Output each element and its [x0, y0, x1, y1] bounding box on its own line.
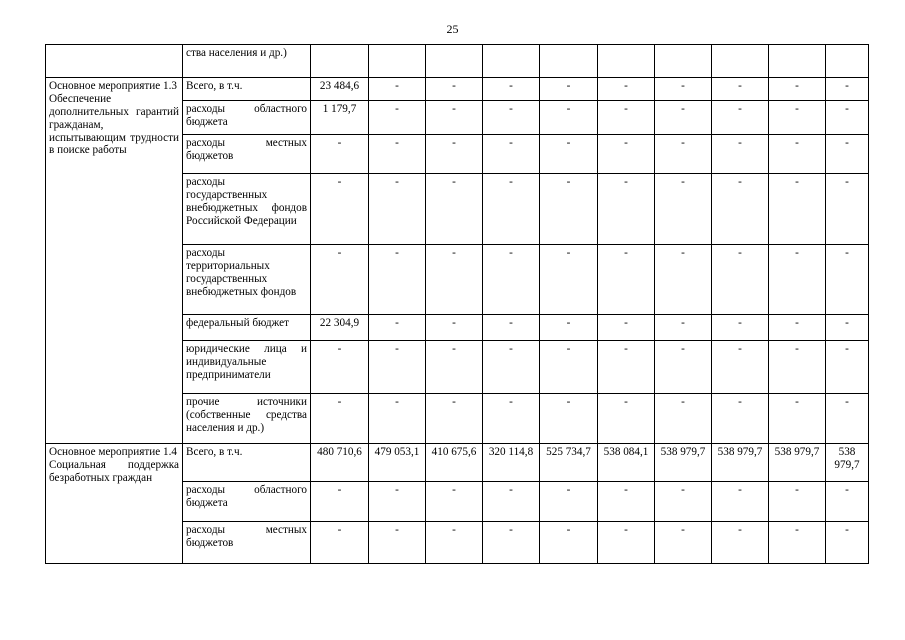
value-cell: - [426, 245, 483, 315]
value-cell: - [369, 394, 426, 444]
value-cell: - [540, 245, 598, 315]
value-cell: - [540, 522, 598, 564]
value-cell: - [426, 78, 483, 101]
value-cell: - [655, 78, 712, 101]
value-cell: - [369, 101, 426, 135]
value-cell [540, 45, 598, 78]
value-cell: 22 304,9 [311, 315, 369, 341]
value-cell: - [769, 341, 826, 394]
activity-label: Основное мероприятие 1.4 [49, 446, 177, 458]
value-cell: - [311, 482, 369, 522]
value-cell: - [483, 522, 540, 564]
value-cell: - [712, 341, 769, 394]
value-cell: - [598, 174, 655, 245]
table-row [46, 78, 869, 101]
value-cell: 538 084,1 [598, 444, 655, 482]
funding-source-cell: расходы областного бюджета [183, 482, 311, 522]
value-cell: - [540, 341, 598, 394]
value-cell [369, 45, 426, 78]
value-cell: - [826, 174, 869, 245]
value-cell [712, 45, 769, 78]
value-cell: - [655, 522, 712, 564]
funding-source-cell: расходы местных бюджетов [183, 522, 311, 564]
value-cell: 525 734,7 [540, 444, 598, 482]
value-cell: - [826, 394, 869, 444]
value-cell: - [369, 315, 426, 341]
table-row [46, 45, 869, 78]
funding-source-cell: Всего, в т.ч. [183, 444, 311, 482]
funding-source-cell: федеральный бюджет [183, 315, 311, 341]
value-cell: - [712, 245, 769, 315]
value-cell [311, 45, 369, 78]
value-cell: - [655, 394, 712, 444]
value-cell: - [712, 522, 769, 564]
value-cell: - [826, 135, 869, 174]
value-cell: - [311, 522, 369, 564]
value-cell: - [826, 101, 869, 135]
page-number: 25 [446, 22, 459, 36]
value-cell: - [598, 245, 655, 315]
value-cell: - [426, 394, 483, 444]
value-cell: - [655, 315, 712, 341]
value-cell: - [483, 341, 540, 394]
value-cell: - [483, 101, 540, 135]
funding-source-cell: юридические лица и индивидуальные предприниматели [183, 341, 311, 394]
value-cell: - [426, 174, 483, 245]
value-cell: - [769, 174, 826, 245]
value-cell: - [712, 101, 769, 135]
value-cell: - [540, 101, 598, 135]
activity-title: Обеспечение дополнительных гарантий гражданам, испытывающим трудности в поиске работы [49, 92, 179, 157]
activity-label: Основное мероприятие 1.3 [49, 80, 177, 92]
value-cell: - [826, 341, 869, 394]
value-cell: - [769, 135, 826, 174]
value-cell: - [598, 135, 655, 174]
value-cell: - [598, 101, 655, 135]
value-cell: 479 053,1 [369, 444, 426, 482]
value-cell: - [483, 174, 540, 245]
value-cell: - [426, 482, 483, 522]
value-cell: - [311, 135, 369, 174]
value-cell: 538 979,7 [655, 444, 712, 482]
value-cell: 1 179,7 [311, 101, 369, 135]
value-cell: - [769, 78, 826, 101]
funding-source-cell: расходы территориальных государственных внебюджетных фондов [183, 245, 311, 315]
funding-source-cell: расходы областного бюджета [183, 101, 311, 135]
value-cell: 23 484,6 [311, 78, 369, 101]
value-cell: - [311, 174, 369, 245]
value-cell: - [426, 315, 483, 341]
value-cell: - [712, 315, 769, 341]
value-cell: - [369, 522, 426, 564]
value-cell: - [311, 245, 369, 315]
value-cell [483, 45, 540, 78]
value-cell [655, 45, 712, 78]
value-cell: - [598, 315, 655, 341]
value-cell: - [826, 245, 869, 315]
value-cell: - [540, 78, 598, 101]
value-cell: 480 710,6 [311, 444, 369, 482]
value-cell: 320 114,8 [483, 444, 540, 482]
value-cell: - [826, 315, 869, 341]
value-cell: - [655, 245, 712, 315]
funding-source-cell: расходы местных бюджетов [183, 135, 311, 174]
value-cell: - [426, 135, 483, 174]
value-cell: - [655, 135, 712, 174]
value-cell: - [483, 245, 540, 315]
value-cell: - [712, 394, 769, 444]
value-cell: - [369, 482, 426, 522]
value-cell: - [826, 78, 869, 101]
value-cell: - [311, 394, 369, 444]
value-cell [826, 45, 869, 78]
value-cell: - [369, 78, 426, 101]
activity-cell [46, 444, 183, 564]
table-body [46, 45, 869, 564]
activity-cell-empty [46, 45, 183, 78]
budget-table [45, 44, 869, 564]
value-cell: - [655, 101, 712, 135]
value-cell: - [769, 482, 826, 522]
value-cell: - [769, 315, 826, 341]
value-cell: - [598, 482, 655, 522]
value-cell: - [483, 315, 540, 341]
funding-source-cell: ства населения и др.) [183, 45, 311, 78]
value-cell: - [769, 522, 826, 564]
value-cell: - [369, 341, 426, 394]
value-cell: - [369, 174, 426, 245]
value-cell: - [540, 174, 598, 245]
table-row [46, 444, 869, 482]
value-cell: - [483, 482, 540, 522]
value-cell: - [712, 135, 769, 174]
value-cell: - [483, 78, 540, 101]
value-cell: - [540, 394, 598, 444]
value-cell: 538 979,7 [712, 444, 769, 482]
value-cell: - [483, 135, 540, 174]
value-cell: - [712, 174, 769, 245]
value-cell: - [369, 135, 426, 174]
value-cell: - [826, 522, 869, 564]
activity-title: Социальная поддержка безработных граждан [49, 458, 179, 484]
value-cell: - [426, 101, 483, 135]
value-cell: - [769, 245, 826, 315]
value-cell: - [712, 78, 769, 101]
value-cell [769, 45, 826, 78]
value-cell: - [311, 341, 369, 394]
value-cell: - [598, 341, 655, 394]
value-cell: - [598, 394, 655, 444]
value-cell: - [712, 482, 769, 522]
activity-cell [46, 78, 183, 444]
value-cell: - [426, 341, 483, 394]
value-cell: - [426, 522, 483, 564]
funding-source-cell: расходы государственных внебюджетных фондов Российской Федерации [183, 174, 311, 245]
funding-source-cell: прочие источники (собственные средства населения и др.) [183, 394, 311, 444]
value-cell: - [655, 174, 712, 245]
value-cell [426, 45, 483, 78]
value-cell: - [483, 394, 540, 444]
value-cell: - [598, 78, 655, 101]
value-cell: - [655, 482, 712, 522]
value-cell: - [540, 135, 598, 174]
value-cell: - [540, 482, 598, 522]
value-cell: 538 979,7 [826, 444, 869, 482]
value-cell: - [655, 341, 712, 394]
value-cell: - [769, 101, 826, 135]
value-cell: - [826, 482, 869, 522]
value-cell: - [369, 245, 426, 315]
value-cell: - [769, 394, 826, 444]
funding-source-cell: Всего, в т.ч. [183, 78, 311, 101]
value-cell: - [598, 522, 655, 564]
value-cell: 410 675,6 [426, 444, 483, 482]
value-cell: - [540, 315, 598, 341]
value-cell [598, 45, 655, 78]
value-cell: 538 979,7 [769, 444, 826, 482]
